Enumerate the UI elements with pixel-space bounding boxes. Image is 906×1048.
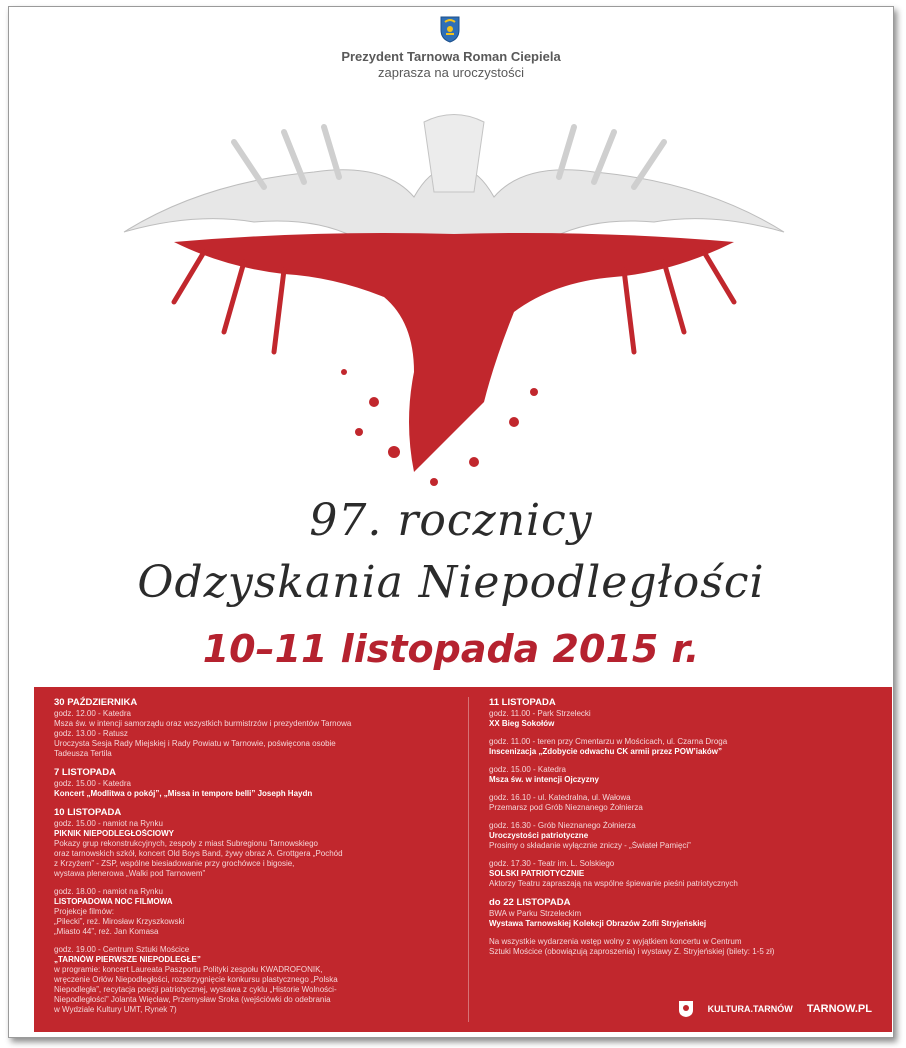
program-line: BWA w Parku Strzeleckim [489, 909, 582, 918]
program-line: godz. 17.30 - Teatr im. L. Solskiego [489, 859, 615, 868]
program-line: godz. 19.00 - Centrum Sztuki Mościce [54, 945, 190, 954]
program-line: Niepodległa”, recytacja poezji patriotycznej, wystawa z cyklu „Historie Wolności- [54, 985, 337, 994]
footer-logos [678, 1000, 872, 1018]
logo-tarnow-pl: TARNOW.PL [806, 1003, 872, 1015]
program-line: w Wydziale Kultury UMT, Rynek 7) [54, 1005, 177, 1014]
program-block [489, 793, 879, 813]
program-line: godz. 18.00 - namiot na Rynku [54, 887, 163, 896]
invite-line: zaprasza na uroczystości [378, 65, 524, 80]
program-line: godz. 12.00 - Katedra [54, 709, 131, 718]
program-block [489, 737, 879, 757]
program-left-column [54, 697, 454, 1023]
program-block [489, 897, 879, 929]
program-line: Niepodległości” Jolanta Więcław, Przemysław Sroka (wejściówki do odebrania [54, 995, 331, 1004]
program-event-title: SOLSKI PATRIOTYCZNIE [489, 869, 585, 878]
program-block [489, 937, 879, 957]
program-block [54, 945, 454, 1015]
program-line: „Pilecki”, reż. Mirosław Krzyszkowski [54, 917, 185, 926]
poster [8, 6, 894, 1038]
logo-kultura-tarnow: KULTURA.TARNÓW [707, 1004, 793, 1014]
program-block [54, 697, 454, 759]
program-line: godz. 15.00 - Katedra [489, 765, 566, 774]
program-event-title: Msza św. w intencji Ojczyzny [489, 775, 599, 784]
program-line: z Krzyżem” - ZSP, wspólne biesiadowanie przy grochówce i bigosie, [54, 859, 295, 868]
program-line: Pokazy grup rekonstrukcyjnych, zespoły z miast Subregionu Tarnowskiego [54, 839, 318, 848]
event-dates: 10–11 listopada 2015 r. [202, 627, 700, 671]
city-crest-icon [439, 15, 461, 43]
program-block [54, 807, 454, 879]
program-day-heading: 30 PAŹDZIERNIKA [54, 697, 138, 708]
program-line: Aktorzy Teatru zapraszają na wspólne śpiewanie pieśni patriotycznych [489, 879, 738, 888]
program-line: wystawa plenerowa „Walki pod Tarnowem” [54, 869, 206, 878]
program-event-title: XX Bieg Sokołów [489, 719, 555, 728]
program-line: Przemarsz pod Grób Nieznanego Żołnierza [489, 803, 643, 812]
title-line-2: Odzyskania Niepodległości [137, 557, 765, 608]
program-event-title: „TARNÓW PIERWSZE NIEPODLEGŁE” [54, 955, 201, 964]
program-line: Tadeusza Tertila [54, 749, 112, 758]
program-day-heading: 11 LISTOPADA [489, 697, 556, 708]
program-event-title: Koncert „Modlitwa o pokój”, „Missa in tempore belli” Joseph Haydn [54, 789, 313, 798]
program-event-title: Uroczystości patriotyczne [489, 831, 589, 840]
program-line: godz. 15.00 - Katedra [54, 779, 131, 788]
program-line: godz. 15.00 - namiot na Rynku [54, 819, 163, 828]
white-red-eagle-illustration [114, 102, 794, 492]
program-line: w programie: koncert Laureata Paszportu Polityki zespołu KWADROFONIK, [54, 965, 323, 974]
program-line: Projekcje filmów: [54, 907, 115, 916]
program-event-title: Wystawa Tarnowskiej Kolekcji Obrazów Zofii Stryjeńskiej [489, 919, 707, 928]
column-divider [468, 697, 469, 1022]
program-block [54, 887, 454, 937]
program-block [489, 765, 879, 785]
program-line: Msza św. w intencji samorządu oraz wszystkich burmistrzów i prezydentów Tarnowa [54, 719, 352, 728]
program-line: godz. 16.10 - ul. Katedralna, ul. Wałowa [489, 793, 631, 802]
program-day-heading: do 22 LISTOPADA [489, 897, 571, 908]
program-day-heading: 7 LISTOPADA [54, 767, 116, 778]
city-crest-small-icon [678, 1000, 694, 1018]
program-block [54, 767, 454, 799]
program-event-title: PIKNIK NIEPODLEGŁOŚCIOWY [54, 829, 175, 838]
program-line: Uroczysta Sesja Rady Miejskiej i Rady Powiatu w Tarnowie, poświęcona osobie [54, 739, 336, 748]
program-line: „Miasto 44”, reż. Jan Komasa [54, 927, 159, 936]
program-event-title: Inscenizacja „Zdobycie odwachu CK armii przez POW’iaków” [489, 747, 722, 756]
program-line: godz. 16.30 - Grób Nieznanego Żołnierza [489, 821, 636, 830]
program-line: godz. 11.00 - Park Strzelecki [489, 709, 591, 718]
host-name: Prezydent Tarnowa Roman Ciepiela [341, 49, 561, 64]
program-band [34, 687, 892, 1032]
title-line-1: 97. rocznicy [309, 495, 593, 546]
program-day-heading: 10 LISTOPADA [54, 807, 122, 818]
program-block [489, 697, 879, 729]
program-right-column [489, 697, 879, 965]
program-line: godz. 13.00 - Ratusz [54, 729, 128, 738]
program-line: Prosimy o składanie wyłącznie zniczy - „Świateł Pamięci” [489, 841, 691, 850]
program-line: oraz tarnowskich szkół, koncert Old Boys Band, żywy obraz A. Grottgera „Pochód [54, 849, 343, 858]
program-line: Na wszystkie wydarzenia wstęp wolny z wyjątkiem koncertu w Centrum [489, 937, 742, 946]
program-line: godz. 11.00 - teren przy Cmentarzu w Mościcach, ul. Czarna Droga [489, 737, 728, 746]
program-line: Sztuki Mościce (obowiązują zaproszenia) i wystawy Z. Stryjeńskiej (bilety: 1-5 zł) [489, 947, 775, 956]
program-block [489, 859, 879, 889]
program-block [489, 821, 879, 851]
program-event-title: LISTOPADOWA NOC FILMOWA [54, 897, 173, 906]
program-line: wręczenie Orłów Niepodległości, rozstrzygnięcie konkursu plastycznego „Polska [54, 975, 338, 984]
